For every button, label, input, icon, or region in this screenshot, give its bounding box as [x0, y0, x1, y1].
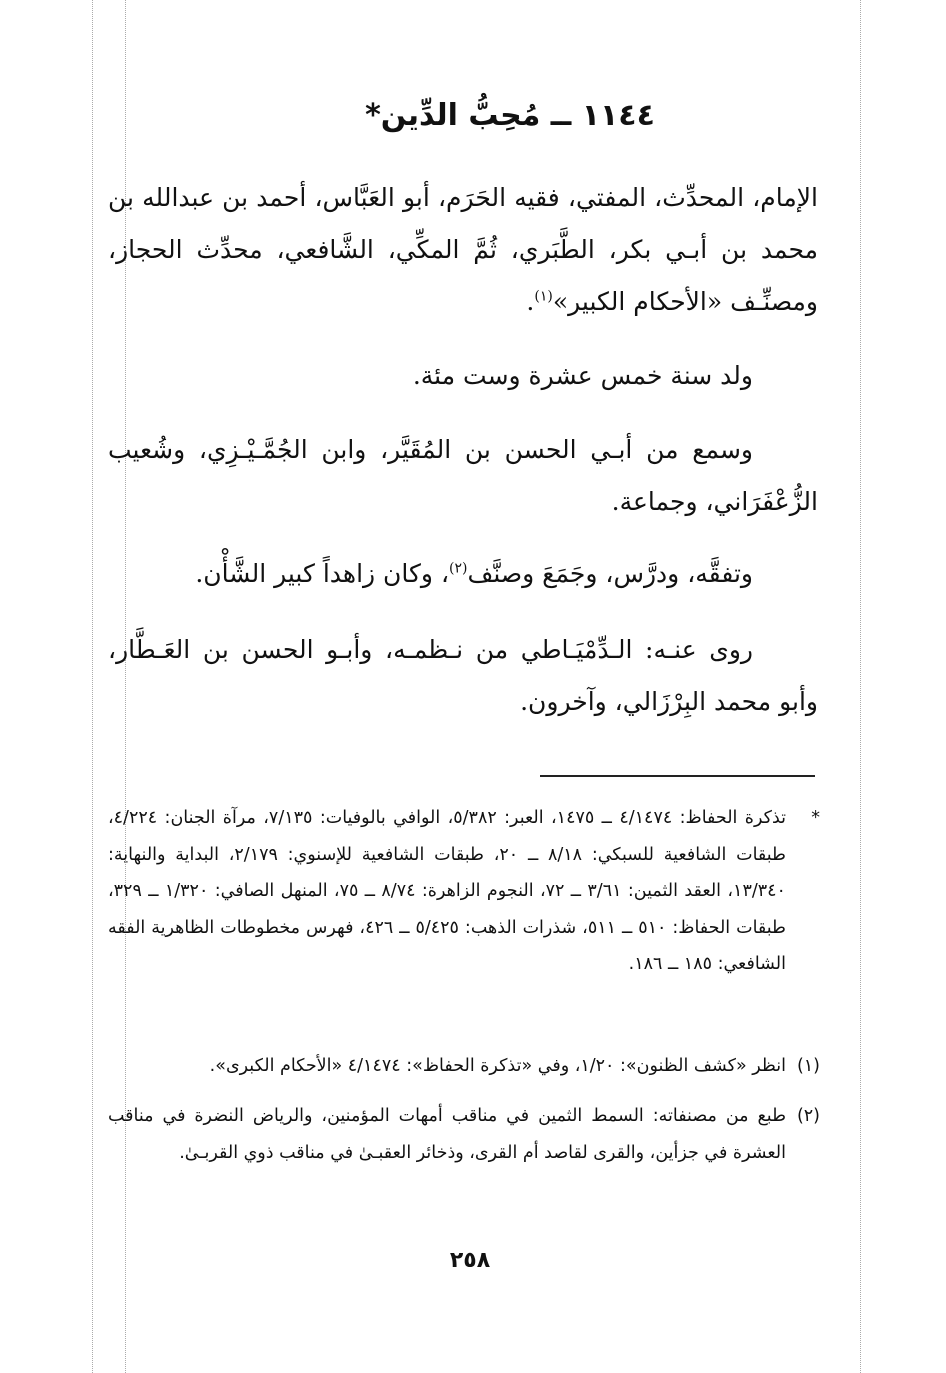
entry-heading: ١١٤٤ ــ مُحِبُّ الدِّين* [365, 98, 655, 133]
footnote-sources [108, 800, 820, 983]
footnote-separator [540, 775, 815, 777]
footnote-mark: (٢) [796, 1106, 820, 1126]
footnote-mark: * [811, 808, 820, 828]
teachers-paragraph: وسمع من أبـي الحسن بن المُقَيَّر، وابن الجُمَّـيْـزِي، وشُعيب الزُّعْفَرَاني، وجماعة. [108, 435, 818, 516]
footnote-1 [108, 1048, 820, 1085]
biography-paragraph [108, 172, 818, 328]
paragraph-text: وتفقَّه، ودرَّس، وجَمَعَ وصنَّف [467, 559, 753, 588]
footnote-reference: (١) [534, 288, 553, 305]
paragraph-end: ، وكان زاهداً كبير الشَّأْن. [195, 559, 450, 588]
footnote-text: طبع من مصنفاته: السمط الثمين في مناقب أمهات المؤمنين، والرياض النضرة في مناقب العشرة في جزأين، والقرى لقاصد أم القرى، وذخائر العقبـىٰ في مناقب ذوي القربـىٰ. [108, 1106, 786, 1163]
scan-margin-line [92, 0, 93, 1373]
footnote-text: تذكرة الحفاظ: ٤/١٤٧٤ ــ ١٤٧٥، العبر: ٥/٣٨٢، الوافي بالوفيات: ٧/١٣٥، مرآة الجنان: ٤/٢٢٤، طبقات الشافعية للسبكي: ٨/١٨ ــ ٢٠، طبقات الشافعية للإسنوي: ٢/١٧٩، البداية والنهاية: ١٣/٣٤٠، العقد الثمين: ٣/٦١ ــ ٧٢، النجوم الزاهرة: ٨/٧٤ ــ ٧٥، المنهل الصافي: ١/٣٢٠ ــ ٣٢٩، طبقات الحفاظ: ٥١٠ ــ ٥١١، شذرات الذهب: ٥/٤٢٥ ــ ٤٢٦، فهرس مخطوطات الظاهرية الفقه الشافعي: ١٨٥ ــ ١٨٦. [108, 808, 787, 974]
footnote-2 [108, 1098, 820, 1171]
birth-paragraph: ولد سنة خمس عشرة وست مئة. [412, 361, 753, 390]
paragraph-text: الإمام، المحدِّث، المفتي، فقيه الحَرَم، أبو العَبَّاس، أحمد بن عبدالله بن محمد بن أبـي بكر، الطَّبَري، ثُمَّ المكِّي، الشَّافعي، محدِّث الحجاز، ومصنِّـف «الأحكام الكبير» [108, 183, 818, 316]
paragraph-end: . [526, 287, 535, 316]
footnote-reference: (٢) [449, 560, 468, 577]
works-paragraph [108, 548, 818, 600]
footnote-text: انظر «كشف الظنون»: ١/٢٠، وفي «تذكرة الحفاظ»: ٤/١٤٧٤ «الأحكام الكبرى». [209, 1056, 786, 1076]
scan-margin-line [860, 0, 861, 1373]
footnote-mark: (١) [796, 1056, 820, 1076]
students-paragraph: روى عنـه: الـدِّمْيَـاطي من نـظمـه، وأبـو الحسن بن العَـطَّار، وأبو محمد البِرْزَالي، وآخرون. [108, 635, 818, 716]
page-number: ٢٥٨ [449, 1248, 491, 1273]
